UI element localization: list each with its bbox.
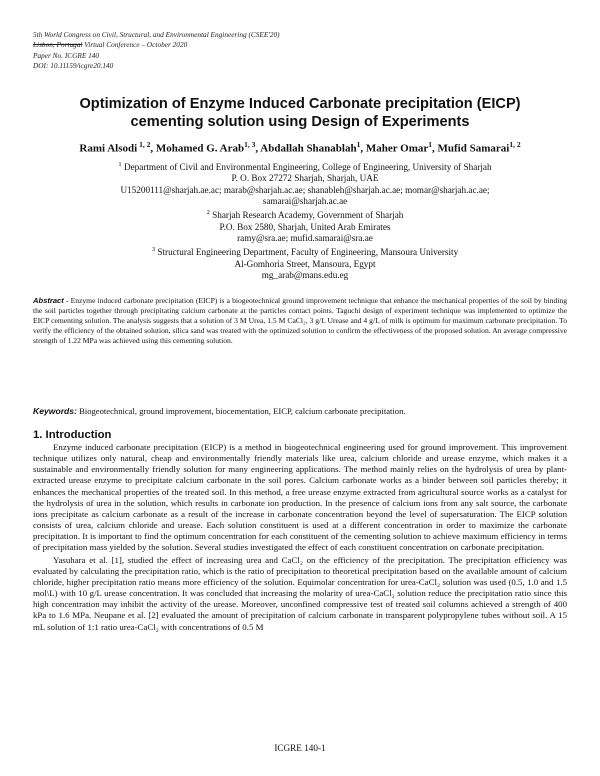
- affil-emails: U15200111@sharjah.ae.ac; marab@sharjah.ac.ae; shanableh@sharjah.ac.ae; momar@sharjah.ac.ae;: [120, 184, 490, 195]
- author-name: Rami Alsodi: [79, 142, 138, 155]
- paragraph: Yasuhara et al. [1], studied the effect of increasing urea and CaCl₂ on the efficiency of the precipitation. The precipitation efficiency was evaluated by calculating the precipitation ratio, which is the ratio of precipitation to theoretical precipitation based on the available amount of calcium chloride, higher precipitation ratio means more efficiency of the solution. Equimolar concentration for urea-CaCl₂ solution was used (0.5, 1.0 and 1.5 mol\L) with 10 g/L urease concentration. It was concluded that increasing the molarity of urea-CaCl₂ solution reduce the precipitation ratio since this high concentration may inhibit the activity of the urease. Moreover, unconfined compressive test of treated soil columns achieved a strength of 400 kPa to 1.6 MPa. Neupane et al. [2] evaluated the amount of precipitation of calcium carbonate in transparent polypropylene tubes without soil. A 15 mL solution of 1:1 ratio urea-CaCl₂ with concentrations of 0.5 M: [33, 554, 567, 632]
- author-affil-sup: 1: [428, 140, 433, 149]
- header-paper-number: Paper No. ICGRE 140: [33, 50, 100, 60]
- author-affil-sup: 1, 2: [137, 140, 151, 149]
- paragraph: Enzyme induced carbonate precipitation (EICP) is a method in biogeotechnical engineering used for ground improvement. This improvement technique utilizes only natural, cheap and environmentally friendly materials like urea, calcium chloride and urease enzyme, which makes it a sustainable and environmentally friendly solution for many engineering applications. The method mainly relies on the hydrolysis of urea by plant-extracted urease enzyme to precipitate calcium carbonate in the soil pores. Calcium carbonate works as a binder between soil particles thereby; it enhances the mechanical properties of the treated soil. In this method, a free urease enzyme extracted from agricultural source works as a catalyst for the hydrolysis of urea in the solution, which results in carbonate ion production. In the presence of calcium ions from any salt source, the carbonate ions precipitate as calcium carbonate as a result of the increase in carbonate concentration beyond the level of supersaturation. The EICP solution consists of urea, calcium chloride and urease. Each solution constituent is used at a different concentration in order to maximize the carbonate precipitation. It is important to find the optimum concentration for each constituent of the cementing solution to achieve maximum efficiency in terms of precipitation mass yielded by the solution. Several studies investigated the effect of each constituent concentration on carbonate precipitation.: [33, 442, 567, 553]
- abstract-text: - Enzyme induced carbonate precipitation (EICP) is a biogeotechnical ground improvement technique that enhance the mechanical properties of the soil by binding the soil particles together through precipitating calcium carbonate at the particles contact points. Taguchi design of experiment technique was implemented to optimize the EICP cementing solution. The analysis suggests that a solution of 3 M Urea, 1.5 M CaCl₂, 3 g/L Urease and 4 g/L of milk is optimum for maximum carbonate precipitation. To verify the efficiency of the obtained solution, silica sand was treated with the optimized solution to confirm the effectiveness of the proposed solution. An average compressive strength of 1.22 MPa was achieved using this cementing solution.: [33, 296, 567, 345]
- header-conference: 5th World Congress on Civil, Structural, and Environmental Engineering (CSEE'20): [33, 30, 280, 39]
- affil-address: P. O. Box 27272 Sharjah, Sharjah, UAE: [231, 173, 379, 184]
- abstract-label: Abstract: [33, 296, 64, 305]
- title-line-1: Optimization of Enzyme Induced Carbonate precipitation (EICP): [79, 96, 521, 112]
- section-body: [33, 442, 567, 634]
- title-line-2: cementing solution using Design of Experiments: [130, 113, 470, 130]
- author-name: Maher Omar: [365, 142, 429, 155]
- affil-address: Al-Gomhoria Street, Mansoura, Egypt: [234, 258, 376, 269]
- affiliation-2: [90, 207, 520, 221]
- affil-emails: samarai@sharjah.ac.ae: [262, 195, 348, 206]
- author-name: Abdallah Shanablah: [260, 142, 357, 155]
- affil-emails: mg_arab@mans.edu.eg: [261, 269, 349, 280]
- page-footer: ICGRE 140-1: [274, 743, 326, 753]
- affil-marker: 3: [151, 246, 156, 254]
- affil-dept: Department of Civil and Environmental Engineering, College of Engineering, University of Sharjah: [121, 162, 492, 173]
- author-name: Mufid Samarai: [437, 142, 510, 155]
- author-affil-sup: 1, 3: [244, 140, 256, 149]
- header-venue-rest: Virtual Conference – October 2020: [82, 40, 188, 50]
- affil-marker: 2: [206, 209, 210, 217]
- author-list: Rami Alsodi $^{1, 2}$, Mohamed G. Arab$^{1, 3}$, Abdallah Shanablah$^1$, Maher Omar$^1$, Mufid Samarai$^{1, 2}$: [79, 140, 521, 155]
- keywords: [33, 406, 406, 416]
- affil-address: P.O. Box 2580, Sharjah, United Arab Emirates: [219, 221, 391, 232]
- abstract: [33, 296, 567, 346]
- author-name: Mohamed G. Arab: [155, 142, 245, 155]
- author-affil-sup: 1, 2: [509, 140, 521, 149]
- affiliation-3: [90, 244, 520, 258]
- header-venue-struck: Lisbon, Portugal: [33, 40, 83, 50]
- affiliation-1: [90, 159, 520, 173]
- affil-marker: 1: [118, 161, 122, 168]
- affiliations: [90, 159, 520, 281]
- header-venue: [33, 40, 280, 50]
- keywords-text: Biogeotechnical, ground improvement, biocementation, EICP, calcium carbonate precipitation.: [76, 406, 406, 416]
- author-affil-sup: 1: [356, 140, 361, 149]
- paper-title: [40, 96, 560, 131]
- affil-dept: Sharjah Research Academy, Government of Sharjah: [209, 210, 404, 221]
- header-doi: DOI: 10.11159/icgre20.140: [33, 60, 114, 70]
- section-heading: 1. Introduction: [33, 429, 112, 441]
- affil-emails: ramy@sra.ae; mufid.samarai@sra.ae: [237, 232, 373, 243]
- running-header: [33, 30, 280, 71]
- keywords-label: Keywords:: [33, 406, 77, 416]
- affil-dept: Structural Engineering Department, Faculty of Engineering, Mansoura University: [155, 247, 459, 258]
